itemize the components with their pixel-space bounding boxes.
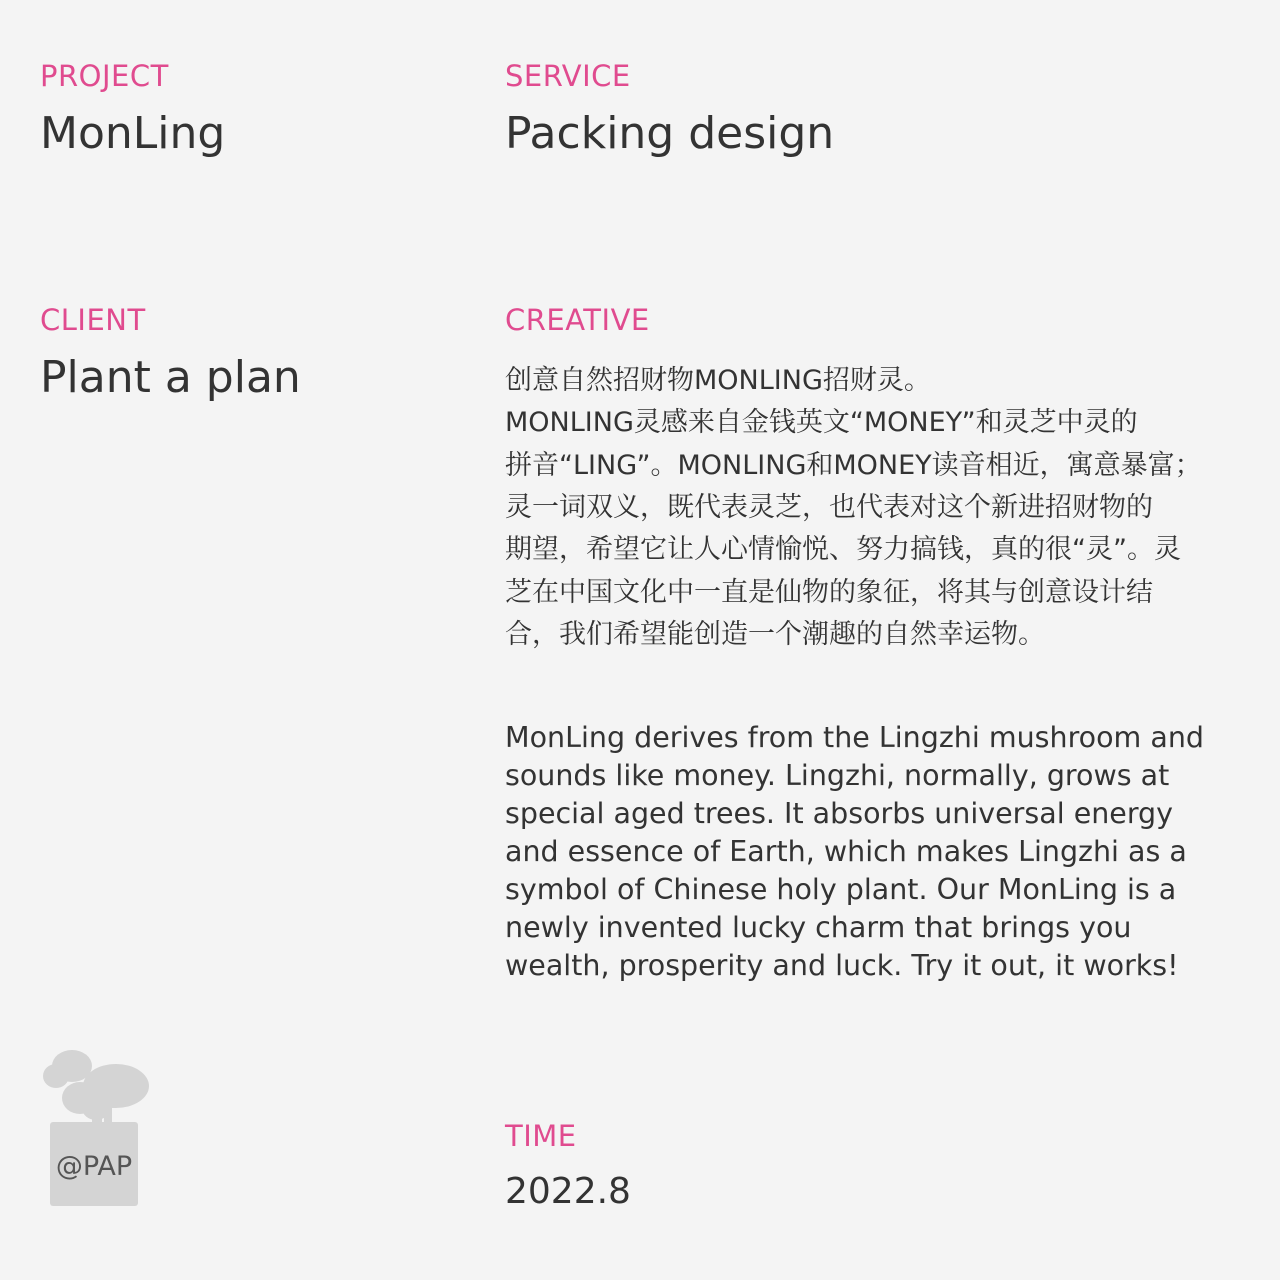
project-label: PROJECT: [40, 59, 169, 93]
logo: [40, 1044, 154, 1210]
creative-chinese-line: 创意自然招财物MONLING招财灵。: [505, 365, 931, 396]
time-value: 2022.8: [505, 1171, 631, 1212]
creative-chinese-line: 期望，希望它让人心情愉悦、努力搞钱，真的很“灵”。灵: [505, 534, 1181, 565]
creative-chinese-line: MONLING灵感来自金钱英文“MONEY”和灵芝中灵的: [505, 407, 1138, 438]
client-label: CLIENT: [40, 303, 146, 337]
mushroom-logo-icon: [40, 1044, 154, 1134]
creative-english-line: newly invented lucky charm that brings you: [505, 911, 1132, 944]
creative-english-line: wealth, prosperity and luck. Try it out, it works!: [505, 949, 1179, 982]
creative-chinese-line: 芝在中国文化中一直是仙物的象征，将其与创意设计结: [505, 577, 1153, 608]
client-value: Plant a plan: [40, 352, 301, 403]
project-value: MonLing: [40, 108, 226, 159]
creative-english-line: MonLing derives from the Lingzhi mushroom and: [505, 721, 1204, 754]
creative-english-line: special aged trees. It absorbs universal energy: [505, 797, 1173, 830]
creative-english-line: symbol of Chinese holy plant. Our MonLing is a: [505, 873, 1177, 906]
creative-english-line: and essence of Earth, which makes Lingzhi as a: [505, 835, 1187, 868]
service-label: SERVICE: [505, 59, 631, 93]
creative-chinese-line: 合，我们希望能创造一个潮趣的自然幸运物。: [505, 619, 1045, 650]
logo-text: @PAP: [55, 1151, 133, 1182]
creative-label: CREATIVE: [505, 303, 650, 337]
service-value: Packing design: [505, 108, 835, 159]
creative-chinese-line: 灵一词双义，既代表灵芝，也代表对这个新进招财物的: [505, 492, 1153, 523]
creative-english-line: sounds like money. Lingzhi, normally, grows at: [505, 759, 1170, 792]
time-label: TIME: [505, 1119, 577, 1153]
creative-chinese-line: 拼音“LING”。MONLING和MONEY读音相近，寓意暴富；: [505, 450, 1202, 481]
